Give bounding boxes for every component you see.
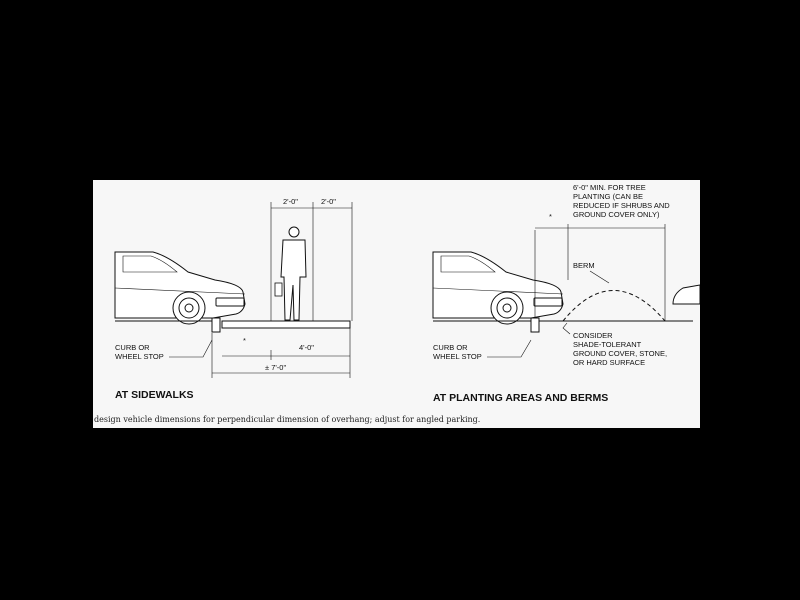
- next-car-bumper: [673, 285, 700, 304]
- left-asterisk: *: [243, 336, 246, 345]
- dim-mid: 4'-0": [299, 343, 314, 352]
- dim-total: ± 7'-0": [265, 363, 287, 372]
- min-note-2: PLANTING (CAN BE: [573, 192, 644, 201]
- caption-text: design vehicle dimensions for perpendicular dimension of overhang; adjust for angled parking.: [94, 415, 481, 424]
- consider-leader: [563, 323, 570, 334]
- berm: [563, 291, 665, 322]
- right-panel-title: AT PLANTING AREAS AND BERMS: [433, 392, 609, 404]
- min-note-1: 6'-0" MIN. FOR TREE: [573, 183, 646, 192]
- left-curb-label-2: WHEEL STOP: [115, 352, 164, 361]
- consider-2: SHADE-TOLERANT: [573, 340, 642, 349]
- consider-4: OR HARD SURFACE: [573, 358, 646, 367]
- dim-top-a: 2'-0": [283, 197, 298, 206]
- pedestrian-figure: [275, 227, 306, 320]
- parking-overhang-diagram: [93, 180, 700, 428]
- left-curb-label-1: CURB OR: [115, 343, 150, 352]
- consider-1: CONSIDER: [573, 331, 613, 340]
- right-curb-label-2: WHEEL STOP: [433, 352, 482, 361]
- right-curb: [433, 318, 693, 332]
- left-sidewalk: [222, 321, 350, 328]
- min-note-3: REDUCED IF SHRUBS AND: [573, 201, 670, 210]
- consider-3: GROUND COVER, STONE,: [573, 349, 668, 358]
- berm-label: BERM: [573, 261, 595, 270]
- right-curb-label-1: CURB OR: [433, 343, 468, 352]
- right-curb-leader: [487, 340, 531, 357]
- drawing-sheet: [93, 180, 700, 428]
- berm-leader: [590, 271, 609, 283]
- right-car: [433, 252, 563, 324]
- dim-top-b: 2'-0": [321, 197, 336, 206]
- right-asterisk: *: [549, 212, 552, 221]
- left-panel-title: AT SIDEWALKS: [115, 389, 194, 401]
- min-note-4: GROUND COVER ONLY): [573, 210, 660, 219]
- left-car: [115, 252, 245, 324]
- left-curb-leader: [169, 340, 212, 357]
- left-curb: [115, 318, 220, 332]
